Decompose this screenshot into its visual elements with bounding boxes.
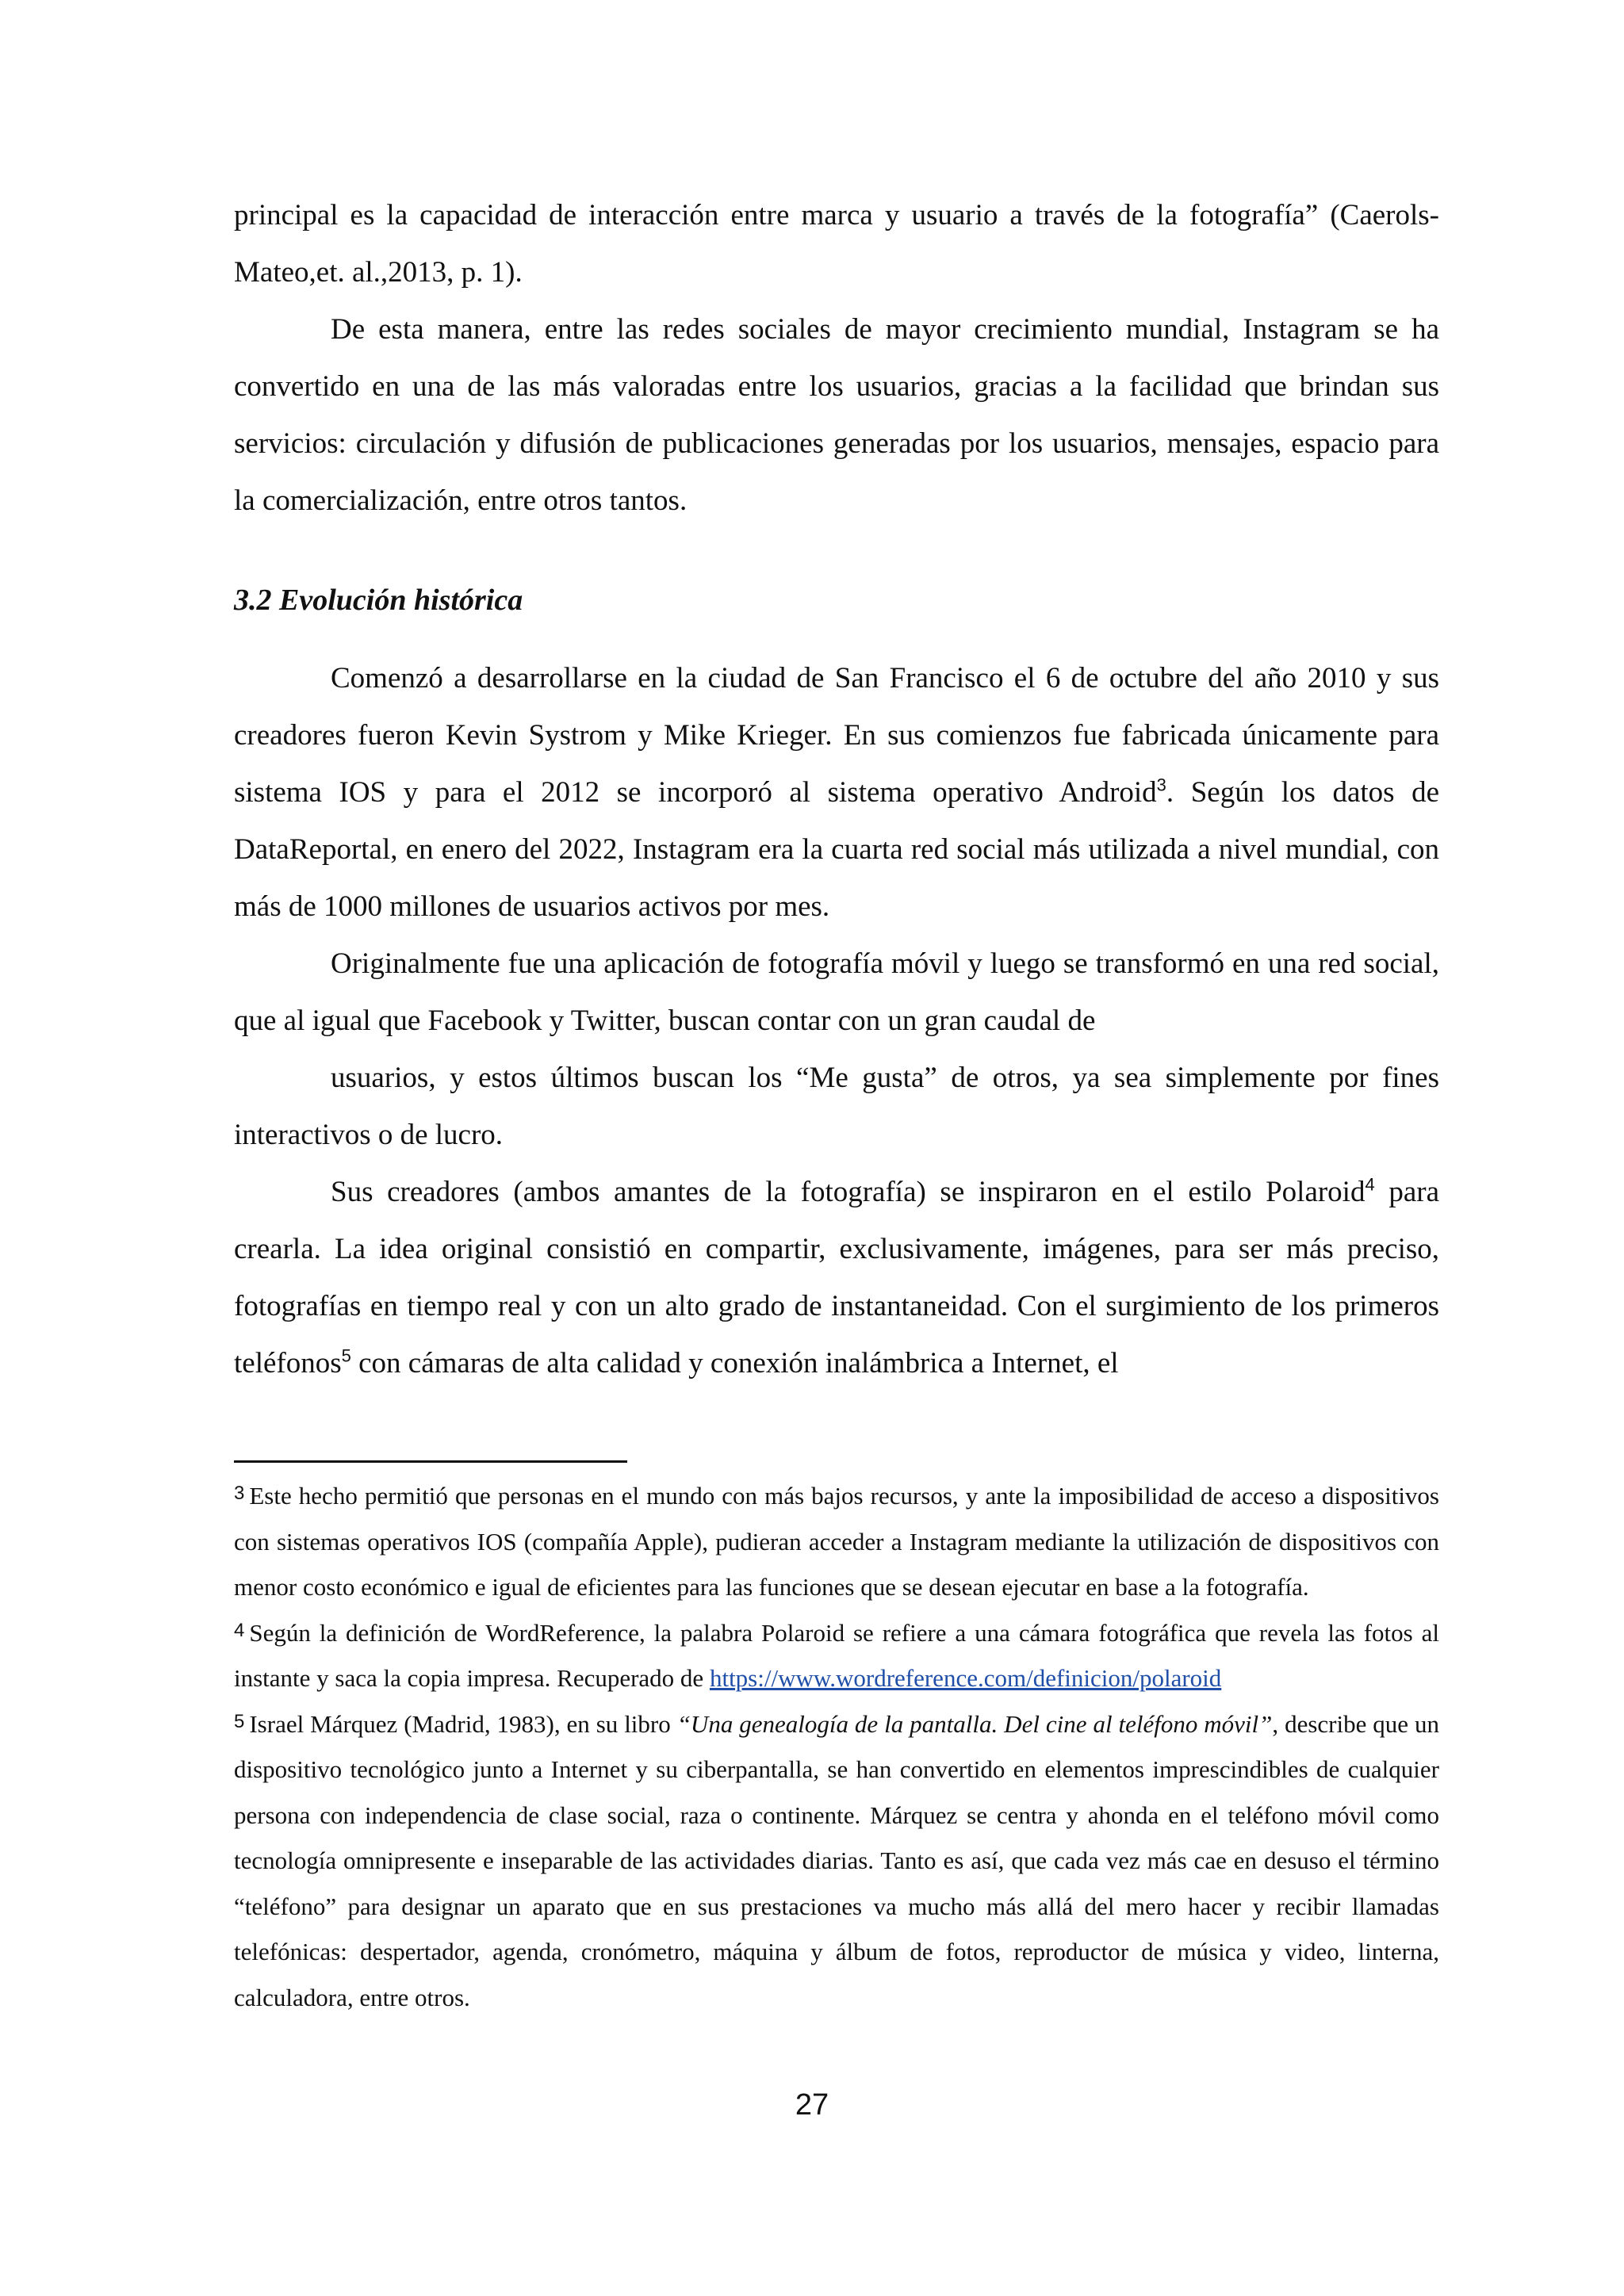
paragraph-3 <box>234 650 1439 936</box>
paragraph-2: De esta manera, entre las redes sociales de mayor crecimiento mundial, Instagram se ha convertido en una de las más valoradas entre los usuarios, gracias a la facilidad que brindan sus servicios: circulación y difusión de publicaciones generadas por los usuarios, mensajes, espacio para la comercialización, entre otros tantos. <box>234 313 1439 517</box>
footnote-separator <box>234 1460 627 1463</box>
footnote-ref-4[interactable]: 4 <box>1365 1174 1375 1195</box>
paragraph-3-part-b: . Según los datos de DataReportal, en enero del 2022, Instagram era la cuarta red social más utilizada a nivel mundial, con más de 1000 millones de usuarios activos por mes. <box>234 776 1439 923</box>
section-text-block <box>234 650 1439 1392</box>
footnote-5-text-a: Israel Márquez (Madrid, 1983), en su libro <box>249 1709 677 1738</box>
paragraph-1: principal es la capacidad de interacción entre marca y usuario a través de la fotografía” (Caerols-Mateo,et. al.,2013, p. 1). <box>234 199 1439 289</box>
intro-text-block <box>234 187 1439 530</box>
footnote-5-number: 5 <box>234 1710 245 1732</box>
paragraph-5: usuarios, y estos últimos buscan los “Me gusta” de otros, ya sea simplemente por fines interactivos o de lucro. <box>234 1062 1439 1151</box>
footnote-ref-3[interactable]: 3 <box>1156 775 1166 795</box>
footnote-4-number: 4 <box>234 1619 245 1641</box>
footnote-5 <box>234 1701 1439 2021</box>
paragraph-6-part-c: con cámaras de alta calidad y conexión inalámbrica a Internet, el <box>350 1347 1119 1380</box>
footnote-5-text-b: , describe que un dispositivo tecnológico junto a Internet y su ciberpantalla, se han convertido en elementos imprescindibles de cualquier persona con independencia de clase social, raza o continente. Márquez se centra y ahonda en el teléfono móvil como tecnología omnipresente e inseparable de las actividades diarias. Tanto es así, que cada vez más cae en desuso el término “teléfono” para designar un aparato que en sus prestaciones va mucho más allá del mero hacer y recibir llamadas telefónicas: despertador, agenda, cronómetro, máquina y álbum de fotos, reproductor de música y video, linterna, calculadora, entre otros. <box>234 1709 1439 2011</box>
footnote-3-number: 3 <box>234 1483 245 1504</box>
footnote-3 <box>234 1473 1439 1610</box>
section-heading: 3.2 Evolución histórica <box>234 584 523 617</box>
paragraph-3-part-a: Comenzó a desarrollarse en la ciudad de San Francisco el 6 de octubre del año 2010 y sus creadores fueron Kevin Systrom y Mike Krieger. En sus comienzos fue fabricada únicamente para sistema IOS y para el 2012 se incorporó al sistema operativo Android <box>234 662 1439 809</box>
page-number: 27 <box>795 2088 829 2122</box>
paragraph-6-part-b: para crearla. La idea original consistió en compartir, exclusivamente, imágenes, para ser más preciso, fotografías en tiempo real y con un alto grado de instantaneidad. Con el surgimiento de los primeros teléfonos <box>234 1176 1439 1380</box>
wordreference-link[interactable]: https://www.wordreference.com/definicion/polaroid <box>709 1664 1222 1692</box>
footnote-4 <box>234 1610 1439 1701</box>
footnotes-block <box>234 1473 1439 2020</box>
paragraph-4: Originalmente fue una aplicación de fotografía móvil y luego se transformó en una red social, que al igual que Facebook y Twitter, buscan contar con un gran caudal de <box>234 947 1439 1037</box>
footnote-ref-5[interactable]: 5 <box>341 1345 351 1366</box>
paragraph-6-part-a: Sus creadores (ambos amantes de la fotografía) se inspiraron en el estilo Polaroid <box>331 1176 1365 1208</box>
paragraph-6 <box>234 1164 1439 1392</box>
footnote-3-text: Este hecho permitió que personas en el mundo con más bajos recursos, y ante la imposibilidad de acceso a dispositivos con sistemas operativos IOS (compañía Apple), pudieran acceder a Instagram mediante la utilización de dispositivos con menor costo económico e igual de eficientes para las funciones que se desean ejecutar en base a la fotografía. <box>234 1482 1439 1601</box>
footnote-4-text: Según la definición de WordReference, la palabra Polaroid se refiere a una cámara fotográfica que revela las fotos al instante y saca la copia impresa. Recuperado de <box>234 1618 1439 1692</box>
footnote-5-book-title: “Una genealogía de la pantalla. Del cine al teléfono móvil” <box>676 1709 1273 1738</box>
